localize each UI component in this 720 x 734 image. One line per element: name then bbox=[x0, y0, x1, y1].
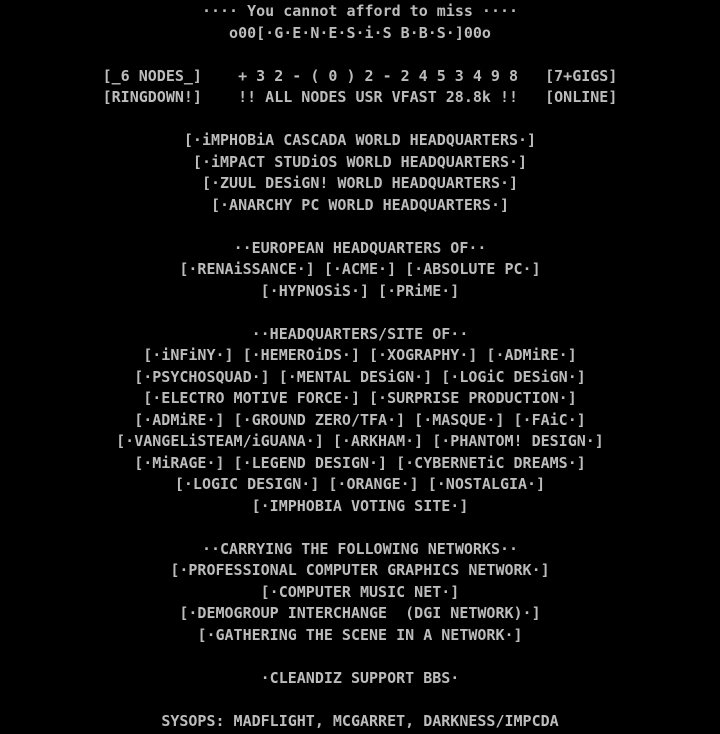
networks-line: [·COMPUTER MUSIC NET·] bbox=[260, 582, 460, 601]
masthead-line: ···· You cannot afford to miss ···· bbox=[201, 2, 519, 20]
support-bbs-line: ·CLEANDIZ SUPPORT BBS· bbox=[260, 668, 460, 687]
world-headquarters-line: [·iMPACT STUDiOS WORLD HEADQUARTERS·] bbox=[192, 152, 528, 171]
european-headquarters-line: [·HYPNOSiS·] [·PRiME·] bbox=[260, 281, 460, 300]
section-networks bbox=[0, 539, 720, 647]
section-world-headquarters bbox=[0, 130, 720, 216]
networks-line: [·PROFESSIONAL COMPUTER GRAPHICS NETWORK·] bbox=[170, 561, 550, 579]
headquarters-site-of-line: [·ADMiRE·] [·GROUND ZERO/TFA·] [·MASQUE·] [·FAiC·] bbox=[134, 410, 586, 429]
headquarters-site-of-line: [·IMPHOBIA VOTING SITE·] bbox=[251, 496, 469, 515]
headquarters-site-of-line: [·iNFiNY·] [·HEMEROiDS·] [·XOGRAPHY·] [·ADMiRE·] bbox=[143, 346, 577, 364]
headquarters-site-of-line: [·PSYCHOSQUAD·] [·MENTAL DESiGN·] [·LOGiC DESiGN·] bbox=[134, 367, 586, 386]
sysops-line: SYSOPS: MADFLIGHT, MCGARRET, DARKNESS/IMPCDA bbox=[161, 711, 559, 730]
headquarters-site-of-line: [·ELECTRO MOTIVE FORCE·] [·SURPRISE PRODUCTION·] bbox=[143, 389, 577, 407]
world-headquarters-line: [·ANARCHY PC WORLD HEADQUARTERS·] bbox=[210, 195, 509, 214]
networks-line: ··CARRYING THE FOLLOWING NETWORKS·· bbox=[201, 539, 519, 558]
section-headquarters-site-of bbox=[0, 324, 720, 518]
section-masthead bbox=[0, 1, 720, 44]
headquarters-site-of-line: [·MiRAGE·] [·LEGEND DESIGN·] [·CYBERNETiC DREAMS·] bbox=[134, 453, 586, 472]
world-headquarters-line: [·iMPHOBiA CASCADA WORLD HEADQUARTERS·] bbox=[183, 131, 537, 149]
european-headquarters-line: ··EUROPEAN HEADQUARTERS OF·· bbox=[233, 238, 487, 257]
section-sysops bbox=[0, 711, 720, 733]
networks-line: [·GATHERING THE SCENE IN A NETWORK·] bbox=[197, 625, 523, 644]
section-european-headquarters bbox=[0, 238, 720, 303]
headquarters-site-of-line: ··HEADQUARTERS/SITE OF·· bbox=[251, 324, 469, 343]
world-headquarters-line: [·ZUUL DESiGN! WORLD HEADQUARTERS·] bbox=[201, 174, 519, 192]
european-headquarters-line: [·RENAiSSANCE·] [·ACME·] [·ABSOLUTE PC·] bbox=[179, 260, 541, 278]
section-node-info bbox=[0, 66, 720, 109]
networks-line: [·DEMOGROUP INTERCHANGE (DGI NETWORK)·] bbox=[179, 604, 541, 622]
headquarters-site-of-line: [·LOGIC DESIGN·] [·ORANGE·] [·NOSTALGIA·] bbox=[174, 475, 546, 493]
section-support-bbs bbox=[0, 668, 720, 690]
masthead-line: o00[·G·E·N·E·S·i·S B·B·S·]00o bbox=[229, 23, 491, 42]
node-info-line: [RINGDOWN!] !! ALL NODES USR VFAST 28.8k !! [ONLINE] bbox=[102, 88, 618, 106]
node-info-line: [_6 NODES_] + 3 2 - ( 0 ) 2 - 2 4 5 3 4 9 8 [7+GIGS] bbox=[102, 66, 618, 85]
headquarters-site-of-line: [·VANGELiSTEAM/iGUANA·] [·ARKHAM·] [·PHANTOM! DESIGN·] bbox=[116, 432, 604, 450]
